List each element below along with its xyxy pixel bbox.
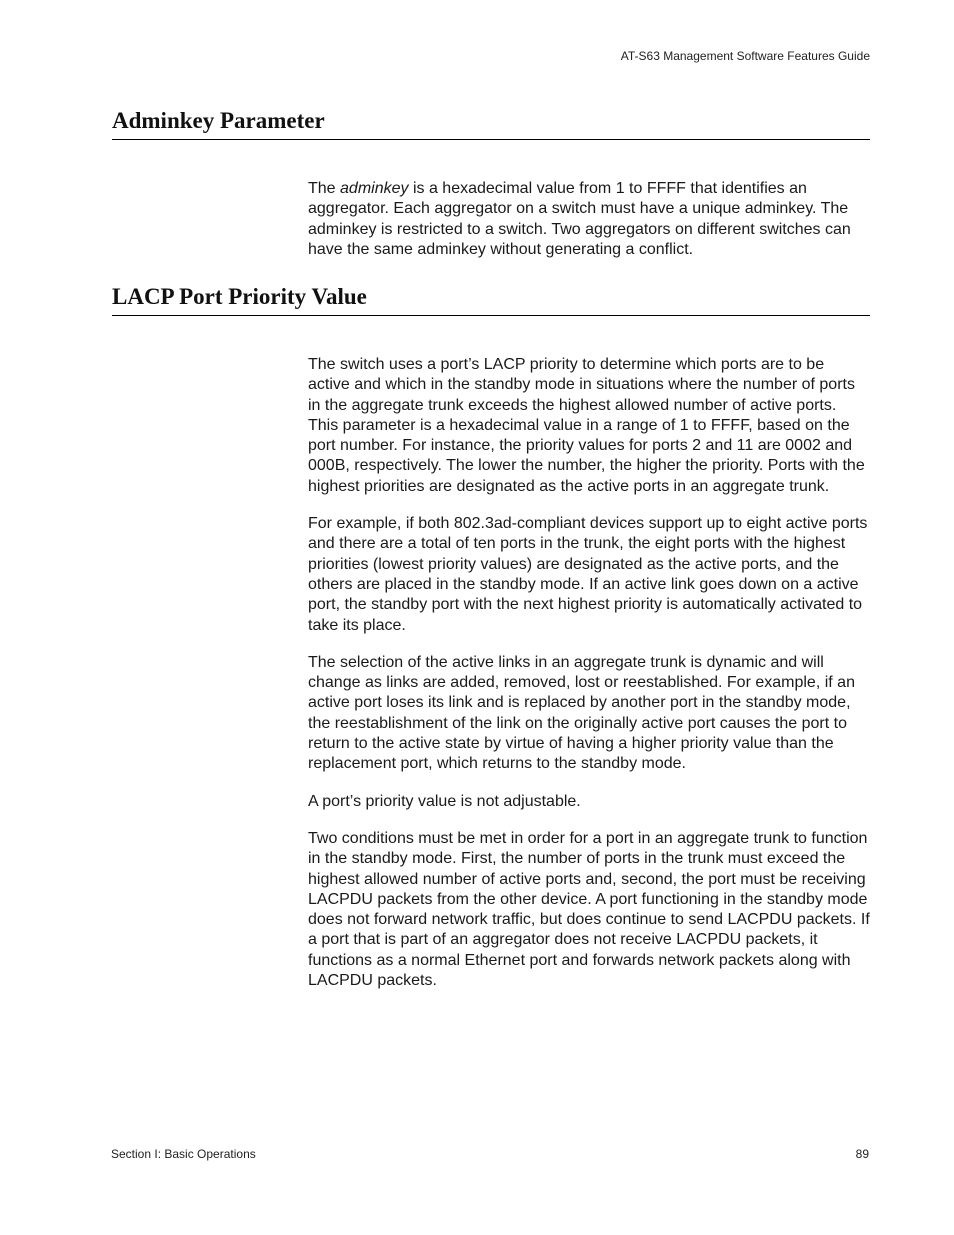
body-paragraph: The switch uses a port’s LACP priority to determine which ports are to be active and which in the standby mode in situations where the number of ports in the aggregate trunk exceeds the highest allowed number of active ports. This parameter is a hexadecimal value in a range of 1 to FFFF, based on the port number. For instance, the priority values for ports 2 and 11 are 0002 and 000B, respectively. The lower the number, the higher the priority. Ports with the highest priorities are designated as the active ports in an aggregate trunk. xyxy=(308,356,865,495)
section-heading-lacp-port-priority-value: LACP Port Priority Value xyxy=(112,283,870,316)
body-paragraph: For example, if both 802.3ad-compliant devices support up to eight active ports and there are a total of ten ports in the trunk, the eight ports with the highest priorities (lowest priority values) are designated as the active ports, and the others are placed in the standby mode. If an active link goes down on a active port, the standby port with the next highest priority is automatically activated to take its place. xyxy=(308,515,868,634)
body-paragraph: Two conditions must be met in order for a port in an aggregate trunk to function in the standby mode. First, the number of ports in the trunk must exceed the highest allowed number of active ports and, second, the port must be receiving LACPDU packets from the other device. A port functioning in the standby mode does not forward network traffic, but does continue to send LACPDU packets. If a port that is part of an aggregator does not receive LACPDU packets, it functions as a normal Ethernet port and forwards network packets along with LACPDU packets. xyxy=(308,829,870,990)
body-paragraph xyxy=(308,179,870,260)
running-header-title: AT-S63 Management Software Features Guide xyxy=(620,49,870,63)
adminkey-section-body xyxy=(308,179,870,277)
paragraph-text-rest: is a hexadecimal value from 1 to FFFF that identifies an aggregator. Each aggregator on a switch must have a unique adminkey. The adminkey is restricted to a switch. Two aggregators on different switches can have the same adminkey without generating a conflict. xyxy=(308,180,851,258)
body-paragraph: The selection of the active links in an aggregate trunk is dynamic and will change as links are added, removed, lost or reestablished. For example, if an active port loses its link and is replaced by another port in the standby mode, the reestablishment of the link on the originally active port causes the port to return to the active state by virtue of having a higher priority value than the replacement port, which returns to the standby mode. xyxy=(308,653,855,773)
lacp-priority-section-body xyxy=(308,355,870,1008)
footer-page-number: 89 xyxy=(855,1147,869,1161)
body-paragraph: A port’s priority value is not adjustable. xyxy=(308,792,581,810)
footer-section-label: Section I: Basic Operations xyxy=(111,1147,256,1161)
emphasized-term: adminkey xyxy=(340,180,409,197)
paragraph-text-lead: The xyxy=(308,180,341,197)
section-heading-adminkey-parameter: Adminkey Parameter xyxy=(112,107,870,140)
